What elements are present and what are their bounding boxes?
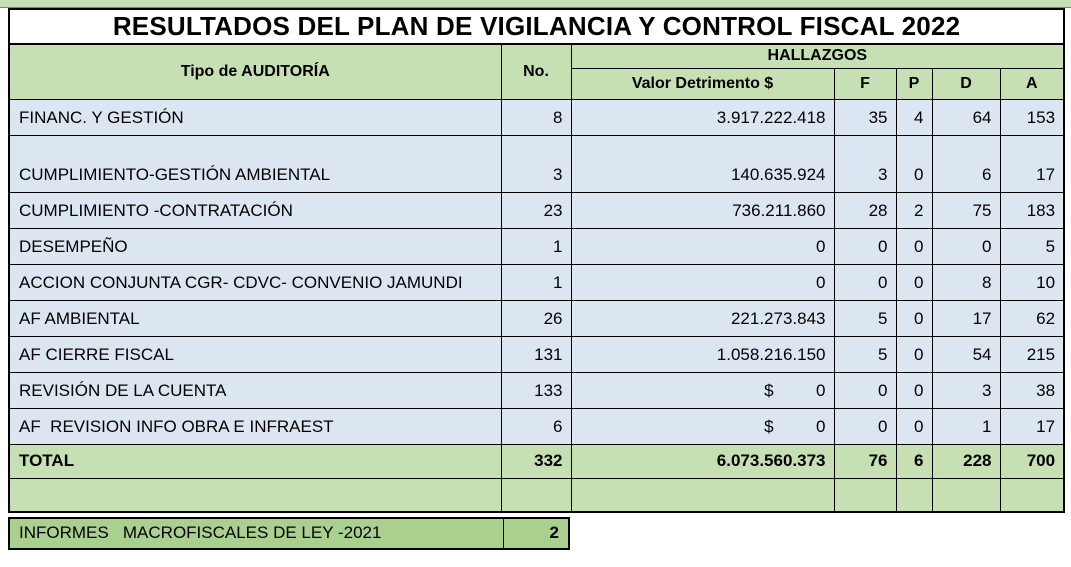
empty-cell [896, 478, 932, 512]
cell-a: 153 [1000, 99, 1064, 135]
col-header-tipo: Tipo de AUDITORÍA [9, 44, 501, 99]
cell-d: 54 [932, 336, 1000, 372]
cell-tipo: ACCION CONJUNTA CGR- CDVC- CONVENIO JAMUNDI [9, 264, 501, 300]
cell-no: 6 [501, 408, 571, 444]
table-row [9, 372, 1064, 408]
empty-cell [1000, 478, 1064, 512]
cell-tipo: DESEMPEÑO [9, 228, 501, 264]
table-row [9, 135, 1064, 192]
cell-tipo: AF REVISION INFO OBRA E INFRAEST [9, 408, 501, 444]
cell-tipo: FINANC. Y GESTIÓN [9, 99, 501, 135]
table-row [9, 192, 1064, 228]
cell-valor: 3.917.222.418 [571, 99, 834, 135]
table-row [9, 336, 1064, 372]
table-row [9, 300, 1064, 336]
cell-total-label: TOTAL [9, 444, 501, 478]
cell-f: 0 [834, 264, 896, 300]
cell-p: 2 [896, 192, 932, 228]
cell-total-d: 228 [932, 444, 1000, 478]
cell-valor: 736.211.860 [571, 192, 834, 228]
cell-total-f: 76 [834, 444, 896, 478]
table-row [9, 228, 1064, 264]
cell-d: 8 [932, 264, 1000, 300]
results-table-wrap [8, 8, 1071, 550]
col-header-p: P [896, 68, 932, 99]
cell-total-p: 6 [896, 444, 932, 478]
cell-f: 3 [834, 135, 896, 192]
cell-d: 3 [932, 372, 1000, 408]
cell-tipo: AF AMBIENTAL [9, 300, 501, 336]
total-row [9, 444, 1064, 478]
page-title: RESULTADOS DEL PLAN DE VIGILANCIA Y CONTROL FISCAL 2022 [9, 9, 1064, 44]
cell-p: 0 [896, 372, 932, 408]
cell-f: 0 [834, 228, 896, 264]
col-header-no: No. [501, 44, 571, 99]
cell-f: 0 [834, 408, 896, 444]
table-row [9, 408, 1064, 444]
cell-valor: 0 [571, 228, 834, 264]
cell-d: 1 [932, 408, 1000, 444]
cell-total-valor: 6.073.560.373 [571, 444, 834, 478]
table-row [9, 264, 1064, 300]
cell-a: 10 [1000, 264, 1064, 300]
cell-tipo: AF CIERRE FISCAL [9, 336, 501, 372]
cell-p: 0 [896, 264, 932, 300]
cell-no: 131 [501, 336, 571, 372]
empty-cell [571, 478, 834, 512]
col-header-hallazgos: HALLAZGOS [571, 44, 1064, 68]
cell-tipo: CUMPLIMIENTO -CONTRATACIÓN [9, 192, 501, 228]
cell-a: 5 [1000, 228, 1064, 264]
footer-strip-row [9, 518, 569, 549]
cell-p: 0 [896, 135, 932, 192]
cell-no: 8 [501, 99, 571, 135]
col-header-f: F [834, 68, 896, 99]
empty-cell [932, 478, 1000, 512]
cell-tipo: REVISIÓN DE LA CUENTA [9, 372, 501, 408]
cell-no: 1 [501, 228, 571, 264]
cell-valor: 140.635.924 [571, 135, 834, 192]
header-row-1 [9, 44, 1064, 68]
cell-p: 0 [896, 228, 932, 264]
cell-d: 64 [932, 99, 1000, 135]
title-row [9, 9, 1064, 44]
cell-d: 75 [932, 192, 1000, 228]
cell-p: 4 [896, 99, 932, 135]
cell-f: 28 [834, 192, 896, 228]
table-row [9, 99, 1064, 135]
empty-cell [9, 478, 501, 512]
cell-valor: $ 0 [571, 408, 834, 444]
partial-row-above-strip [0, 0, 1071, 8]
results-table [8, 8, 1065, 513]
cell-p: 0 [896, 336, 932, 372]
cell-valor: $ 0 [571, 372, 834, 408]
cell-no: 1 [501, 264, 571, 300]
cell-a: 17 [1000, 408, 1064, 444]
cell-a: 38 [1000, 372, 1064, 408]
col-header-d: D [932, 68, 1000, 99]
cell-valor: 1.058.216.150 [571, 336, 834, 372]
cell-valor: 221.273.843 [571, 300, 834, 336]
footer-strip [8, 517, 570, 550]
footer-value: 2 [503, 518, 569, 549]
cell-d: 6 [932, 135, 1000, 192]
cell-f: 5 [834, 336, 896, 372]
cell-valor: 0 [571, 264, 834, 300]
cell-a: 62 [1000, 300, 1064, 336]
col-header-a: A [1000, 68, 1064, 99]
cell-total-a: 700 [1000, 444, 1064, 478]
empty-row [9, 478, 1064, 512]
empty-cell [834, 478, 896, 512]
cell-f: 35 [834, 99, 896, 135]
cell-p: 0 [896, 300, 932, 336]
cell-no: 26 [501, 300, 571, 336]
cell-d: 0 [932, 228, 1000, 264]
cell-no: 133 [501, 372, 571, 408]
cell-f: 0 [834, 372, 896, 408]
cell-total-no: 332 [501, 444, 571, 478]
cell-a: 183 [1000, 192, 1064, 228]
cell-f: 5 [834, 300, 896, 336]
empty-cell [501, 478, 571, 512]
col-header-valor: Valor Detrimento $ [571, 68, 834, 99]
cell-p: 0 [896, 408, 932, 444]
cell-no: 3 [501, 135, 571, 192]
cell-a: 215 [1000, 336, 1064, 372]
cell-d: 17 [932, 300, 1000, 336]
cell-no: 23 [501, 192, 571, 228]
cell-a: 17 [1000, 135, 1064, 192]
footer-label: INFORMES MACROFISCALES DE LEY -2021 [9, 518, 503, 549]
cell-tipo: CUMPLIMIENTO-GESTIÓN AMBIENTAL [9, 135, 501, 192]
